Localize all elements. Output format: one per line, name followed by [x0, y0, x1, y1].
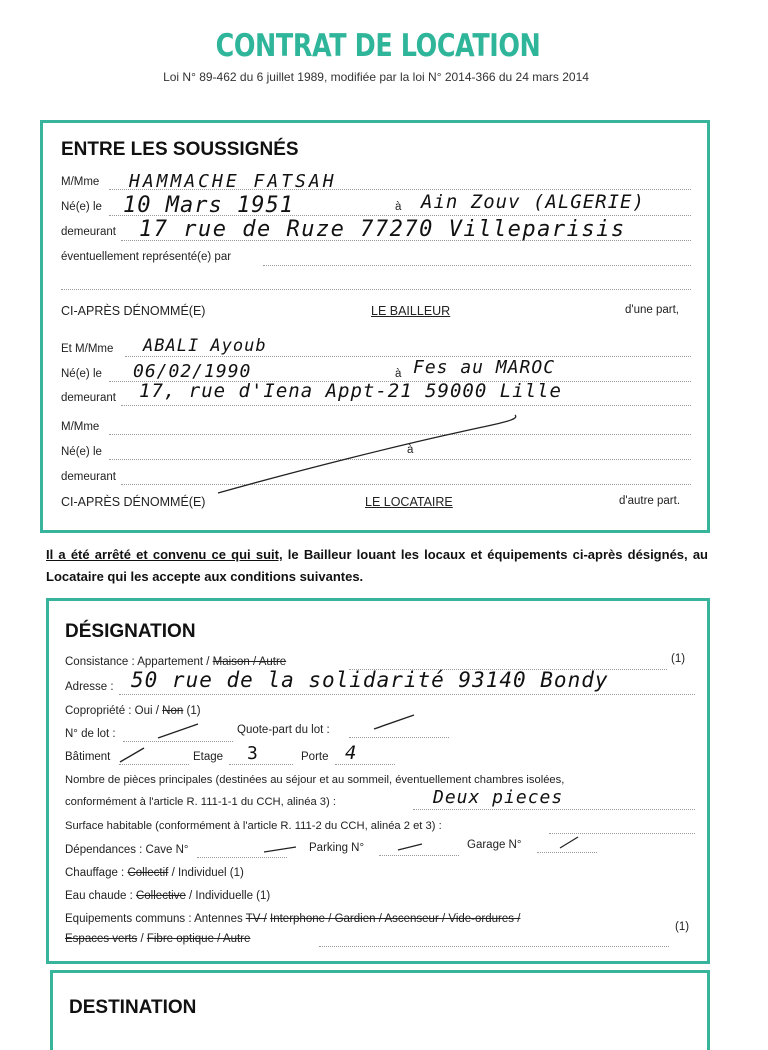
- second-address-label: demeurant: [61, 471, 116, 483]
- cave-line: [197, 857, 287, 858]
- equip-struck-1: TV /: [245, 913, 267, 925]
- bailleur-name-label: M/Mme: [61, 176, 100, 188]
- dependances-label: Dépendances : Cave N°: [65, 844, 189, 856]
- notice-rest: le Bailleur louant les locaux et équipements ci-après désignés, au Locataire qui les accepte aux conditions suivantes.: [46, 547, 708, 584]
- destination-section: [50, 970, 710, 1050]
- locataire-born-label: Né(e) le: [61, 368, 102, 380]
- equip-line: [319, 946, 669, 947]
- adresse-value: 50 rue de la solidarité 93140 Bondy: [131, 668, 609, 692]
- locataire-address-line: [121, 405, 691, 406]
- agreement-notice: [46, 544, 708, 588]
- second-born-label: Né(e) le: [61, 446, 102, 458]
- locataire-at-label: à: [395, 368, 402, 380]
- destination-heading: DESTINATION: [69, 997, 197, 1018]
- equip-sep: /: [140, 933, 144, 945]
- porte-line: [335, 764, 395, 765]
- pieces-value: Deux pieces: [433, 787, 564, 808]
- locataire-at-value: Fes au MAROC: [413, 357, 556, 378]
- locataire-born-value: 06/02/1990: [133, 361, 252, 382]
- locataire-role: LE LOCATAIRE: [365, 495, 453, 509]
- copropriete-struck: Non: [162, 705, 184, 717]
- second-name-label: M/Mme: [61, 421, 100, 433]
- copropriete-text: Copropriété : Oui /: [65, 705, 159, 717]
- eau-label: Eau chaude :: [65, 890, 133, 902]
- porte-label: Porte: [301, 751, 329, 763]
- second-name-line: [109, 434, 691, 435]
- etage-value: 3: [247, 743, 259, 764]
- bailleur-born-label: Né(e) le: [61, 201, 102, 213]
- etage-label: Etage: [193, 751, 224, 763]
- garage-label: Garage N°: [467, 839, 522, 851]
- parking-label: Parking N°: [309, 842, 365, 854]
- parties-heading: ENTRE LES SOUSSIGNÉS: [61, 139, 299, 160]
- eau-struck: Collective: [135, 890, 186, 902]
- locataire-name-value: ABALI Ayoub: [143, 336, 267, 356]
- quote-label: Quote-part du lot :: [237, 724, 330, 736]
- batiment-line: [119, 764, 189, 765]
- adresse-label: Adresse :: [65, 681, 114, 693]
- bailleur-at-value: Ain Zouv (ALGERIE): [421, 191, 645, 213]
- pieces-label-2: conformément à l'article R. 111-1-1 du CCH, alinéa 3) :: [65, 796, 336, 808]
- copropriete-note: (1): [186, 705, 201, 717]
- parties-section: [40, 120, 710, 533]
- consistance-text: Consistance : Appartement /: [65, 656, 210, 668]
- locataire-address-label: demeurant: [61, 392, 116, 404]
- bailleur-role: LE BAILLEUR: [371, 304, 451, 318]
- bailleur-ci-apres: CI-APRÈS DÉNOMMÉ(E): [61, 304, 206, 318]
- pieces-label-1: Nombre de pièces principales (destinées au séjour et au sommeil, éventuellement chambres isolées,: [65, 774, 565, 786]
- locataire-address-value: 17, rue d'Iena Appt-21 59000 Lille: [139, 380, 562, 402]
- chauffage-row: [65, 867, 244, 879]
- locataire-name-label: Et M/Mme: [61, 343, 114, 355]
- garage-line: [537, 852, 597, 853]
- chauffage-label: Chauffage :: [65, 867, 125, 879]
- quote-line: [349, 737, 449, 738]
- chauffage-struck: Collectif: [127, 867, 169, 879]
- bailleur-part: d'une part,: [625, 304, 679, 316]
- lot-line: [123, 741, 233, 742]
- notice-lead: Il a été arrêté et convenu ce qui suit,: [46, 547, 283, 562]
- lot-label: N° de lot :: [65, 728, 116, 740]
- batiment-label: Bâtiment: [65, 751, 111, 763]
- locataire-name-line: [125, 356, 691, 357]
- equip-struck-4: Fibre optique / Autre: [146, 933, 251, 945]
- equip-struck-3: Espaces verts: [65, 933, 138, 945]
- adresse-line: [119, 694, 695, 695]
- consistance-note: (1): [671, 653, 686, 665]
- designation-heading: DÉSIGNATION: [65, 621, 196, 642]
- second-address-line: [121, 484, 691, 485]
- eau-rest: / Individuelle (1): [189, 890, 271, 902]
- equip-note: (1): [675, 921, 690, 933]
- eau-row: [65, 890, 270, 902]
- surface-line: [549, 833, 695, 834]
- equip-row-1: [65, 913, 520, 925]
- parking-line: [379, 855, 459, 856]
- represented-line: [263, 265, 691, 266]
- pieces-line: [413, 809, 695, 810]
- bailleur-at-label: à: [395, 201, 402, 213]
- locataire-part: d'autre part.: [619, 495, 681, 507]
- surface-label: Surface habitable (conformément à l'article R. 111-2 du CCH, alinéa 2 et 3) :: [65, 820, 442, 832]
- etage-line: [229, 764, 293, 765]
- designation-section: [46, 598, 710, 964]
- equip-row-2: [65, 933, 250, 945]
- bailleur-born-value: 10 Mars 1951: [123, 193, 294, 218]
- consistance-label: [65, 656, 286, 668]
- locataire-ci-apres: CI-APRÈS DÉNOMMÉ(E): [61, 495, 206, 509]
- bailleur-name-value: HAMMACHE FATSAH: [129, 171, 337, 192]
- equip-label: Equipements communs : Antennes: [65, 913, 243, 925]
- document-subtitle: Loi N° 89-462 du 6 juillet 1989, modifiée par la loi N° 2014-366 du 24 mars 2014: [163, 70, 589, 84]
- copropriete-label: [65, 705, 201, 717]
- document-title: CONTRAT DE LOCATION: [215, 28, 541, 64]
- porte-value: 4: [345, 742, 358, 764]
- represented-label: éventuellement représenté(e) par: [61, 251, 232, 263]
- second-born-line: [109, 459, 691, 460]
- represented-line-2: [61, 289, 691, 290]
- bailleur-address-value: 17 rue de Ruze 77270 Villeparisis: [139, 217, 626, 242]
- second-at-label: à: [407, 444, 414, 456]
- chauffage-rest: / Individuel (1): [171, 867, 244, 879]
- bailleur-address-label: demeurant: [61, 226, 116, 238]
- consistance-struck: Maison / Autre: [212, 656, 287, 668]
- equip-struck-2: Interphone / Gardien / Ascenseur / Vide-ordures /: [270, 913, 521, 925]
